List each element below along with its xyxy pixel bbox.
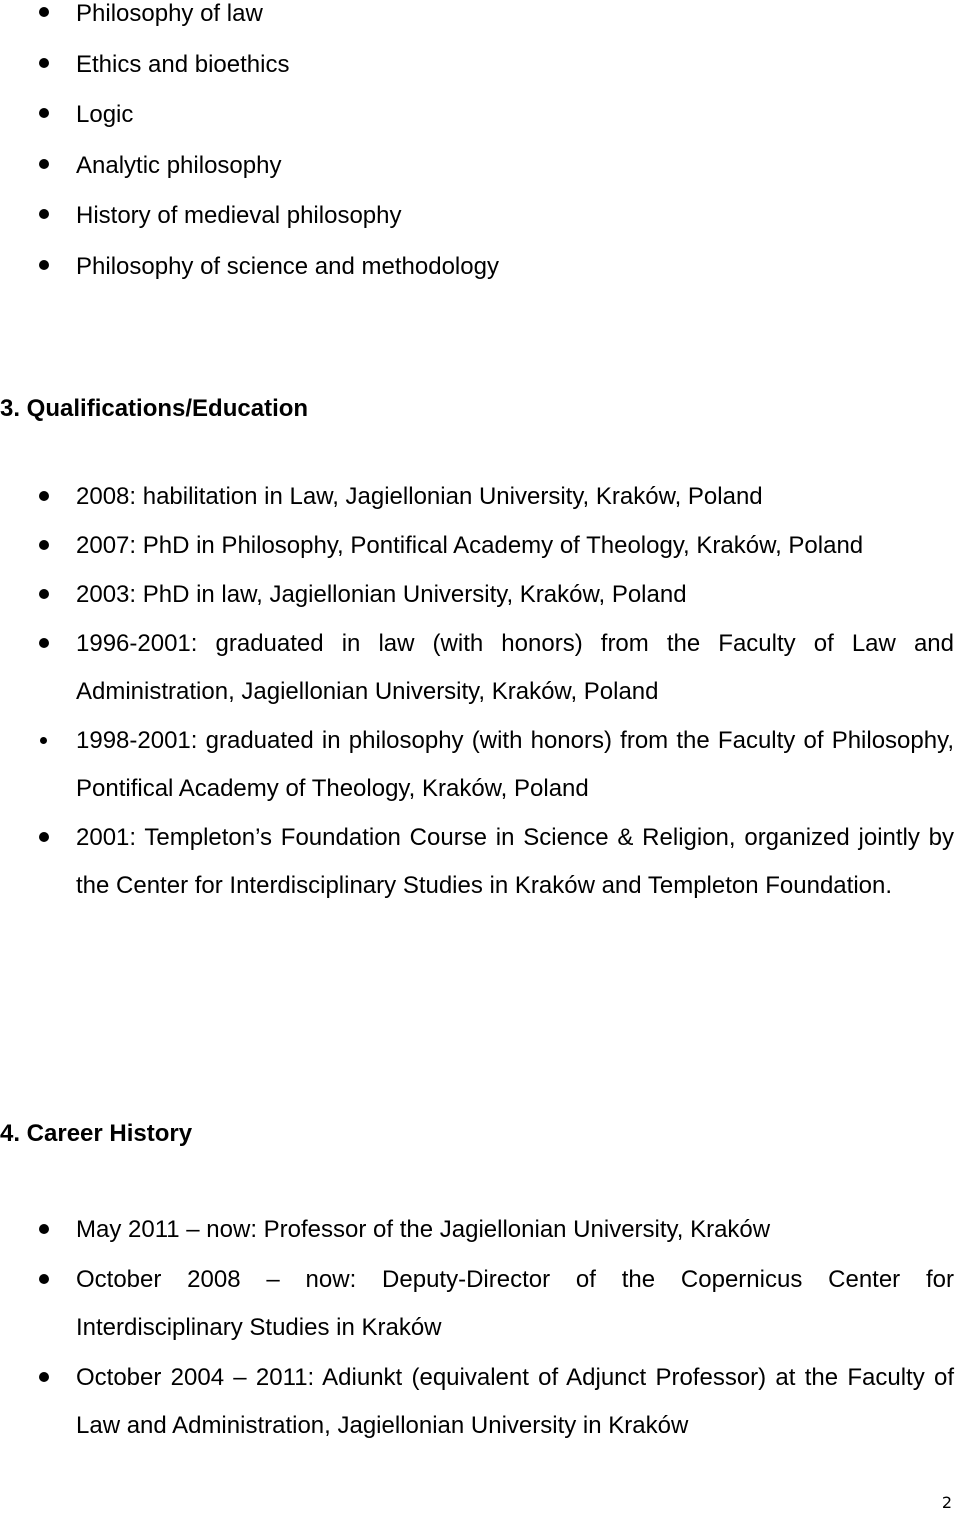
bullet-icon — [39, 108, 49, 118]
education-text: 2003: PhD in law, Jagiellonian University, Kraków, Poland — [76, 581, 687, 608]
list-item — [0, 141, 960, 192]
topic-text: Philosophy of law — [76, 0, 263, 27]
bullet-icon — [39, 58, 49, 68]
bullet-icon — [39, 638, 49, 648]
list-item — [0, 0, 960, 40]
list-item — [0, 571, 960, 619]
list-item — [0, 814, 960, 910]
list-item — [0, 620, 960, 716]
topic-text: Logic — [76, 101, 134, 128]
career-list — [0, 1206, 960, 1450]
bullet-icon — [39, 159, 49, 169]
career-text: October 2004 – 2011: Adiunkt (equivalent of Adjunct Professor) at the Faculty of Law and Administration, Jagiellonian University in Kraków — [76, 1364, 954, 1439]
list-item — [0, 191, 960, 242]
education-heading: 3. Qualifications/Education — [0, 395, 309, 422]
list-item — [0, 717, 960, 813]
bullet-icon — [39, 7, 49, 17]
topics-list — [0, 0, 960, 292]
education-text: 1998-2001: graduated in philosophy (with honors) from the Faculty of Philosophy, Pontifical Academy of Theology, Kraków, Poland — [76, 727, 954, 802]
career-text: May 2011 – now: Professor of the Jagiellonian University, Kraków — [76, 1216, 771, 1243]
list-item — [0, 90, 960, 141]
bullet-icon — [40, 737, 47, 744]
list-item — [0, 522, 960, 570]
education-text: 2007: PhD in Philosophy, Pontifical Academy of Theology, Kraków, Poland — [76, 532, 864, 559]
education-list — [0, 473, 960, 910]
list-item — [0, 1206, 960, 1254]
list-item — [0, 1354, 960, 1450]
bullet-icon — [39, 260, 49, 270]
bullet-icon — [39, 589, 49, 599]
career-text: October 2008 – now: Deputy-Director of the Copernicus Center for Interdisciplinary Studies in Kraków — [76, 1266, 954, 1341]
topic-text: History of medieval philosophy — [76, 202, 402, 229]
topic-text: Analytic philosophy — [76, 151, 282, 179]
bullet-icon — [39, 832, 49, 842]
education-text: 2008: habilitation in Law, Jagiellonian University, Kraków, Poland — [76, 483, 763, 510]
career-heading: 4. Career History — [0, 1120, 193, 1147]
bullet-icon — [39, 491, 49, 501]
page-number: 2 — [941, 1493, 952, 1512]
topic-text: Ethics and bioethics — [76, 50, 290, 78]
bullet-icon — [39, 1372, 49, 1382]
bullet-icon — [39, 209, 49, 219]
education-text: 2001: Templeton’s Foundation Course in Science & Religion, organized jointly by the Center for Interdisciplinary Studies in Kraków and Templeton Foundation. — [76, 824, 954, 899]
bullet-icon — [39, 540, 49, 550]
list-item — [0, 1256, 960, 1352]
bullet-icon — [39, 1274, 49, 1284]
bullet-icon — [39, 1224, 49, 1234]
list-item — [0, 242, 960, 293]
list-item — [0, 473, 960, 521]
topic-text: Philosophy of science and methodology — [76, 252, 499, 280]
list-item — [0, 40, 960, 91]
education-text: 1996-2001: graduated in law (with honors) from the Faculty of Law and Administration, Jagiellonian University, Kraków, Poland — [76, 630, 954, 705]
